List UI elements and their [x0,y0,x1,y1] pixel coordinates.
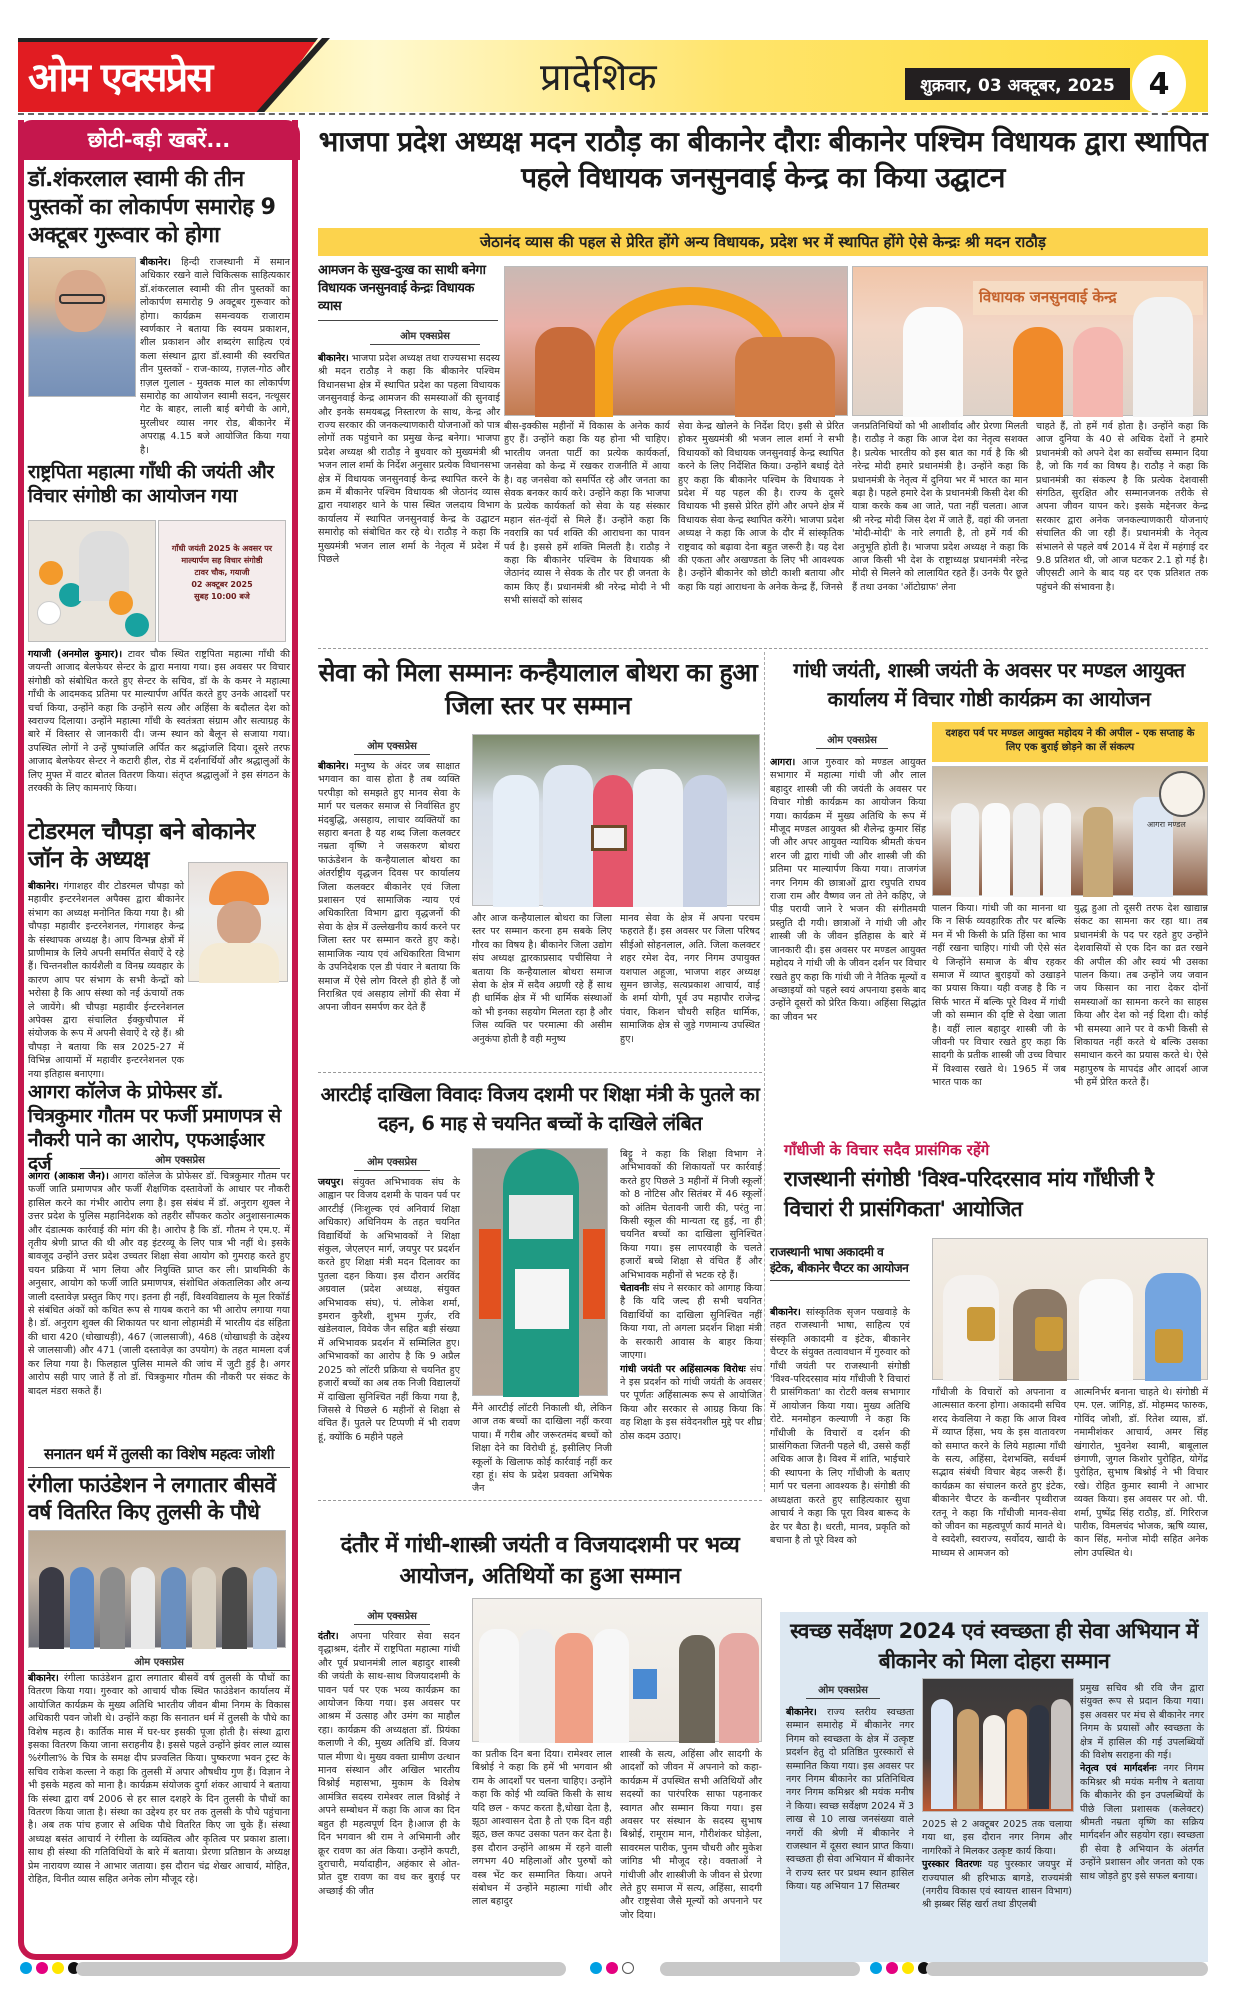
article-text: भाजपा प्रदेश अध्यक्ष तथा राज्यसभा सदस्य श्री मदन राठौड़ ने कहा कि बीकानेर पश्चिम विधानसभा क्षेत्र में स्थापित प्रदेश का पहला विधायक जनसुनवाई केन्द्र आमजन की समस्याओं की सुनवाई और इनके समयबद्ध निस्तारण के साथ, केन्द्र और राज्य सरकार की जनकल्याणकारी योजनाओं को पात्र लोगों तक पहुंचाने का प्रमुख केन्द्र बनेगा। भाजपा प्रदेश अध्यक्ष श्री राठौड़ ने बुधवार को मुख्यमंत्री श्री भजन लाल शर्मा के निर्देश अनुसार प्रत्येक विधानसभा क्षेत्र में विधायक जनसुनवाई केन्द्र स्थापित करने के क्रम में बीकानेर पश्चिम विधायक श्री जेठानंद व्यास द्वारा नयाशहर थाने के पास स्थित जलदाय विभाग कार्यालय में स्थापित जनसुनवाई केन्द्र के उद्घाटन समारोह को संबोधित कर रहे थे। राठौड़ ने कहा कि मुख्यमंत्री भजन लाल शर्मा के नेतृत्व में प्रदेश में पिछले [318,353,500,566]
lead-col-4: जनप्रतिनिधियों को भी आशीर्वाद और प्रेरणा मिलती है। राठौड़ ने कहा कि आज देश का नेतृत्व सशक्त है। प्रत्येक भारतीय को इस बात का गर्व है कि श्री नरेन्द्र मोदी हमारे प्रधानमंत्री है। उन्होंने कहा कि प्रधानमंत्री के नेतृत्व में दुनिया भर में भारत का मान बढ़ा है। पहले हमारे देश के प्रधानमंत्री किसी देश की यात्रा करके कब आ जाते, पता नहीं चलता। आज श्री नरेन्द्र मोदी जिस देश में जाते हैं, वहां की जनता 'मोदी-मोदी' के नारे लगाती है, तो हमें गर्व की अनुभूति होती है। भाजपा प्रदेश अध्यक्ष ने कहा कि आज किसी भी देश के राष्ट्राध्यक्ष प्रधानमंत्री नरेन्द्र मोदी से मिलने को लालायित रहते हैं। उनके पैर छूते हैं तथा उनका 'ऑटोग्राफ' लेना [852,421,1028,593]
photo-gandhi-jayanti-balloons [28,520,156,642]
dantour-headline: दंतौर में गांधी-शास्त्री जयंती व विजयादशमी पर भव्य आयोजन, अतिथियों का हुआ सम्मान [340,1533,740,1589]
article-text: आगरा कॉलेज के प्रोफेसर डॉ. चित्रकुमार गौतम पर फर्जी जाति प्रमाणपत्र और फर्जी शैक्षणिक दस्तावेजों के आधार पर नौकरी हासिल करने का गंभीर आरोप लगा है। इस संबंध में डॉ. अनुराग शुक्ल ने उत्तर प्रदेश के पुलिस महानिदेशक को तहरीर सौंपकर कठोर अनुशासनात्मक और दंडात्मक कार्रवाई की मांग की है। आरोप है कि डॉ. गौतम ने एम.ए. में तृतीय श्रेणी प्राप्त की थी और वह इंटरव्यू के लिए पात्र भी नहीं थे। इसके बावजूद उन्होंने उत्तर प्रदेश उच्चतर शिक्षा सेवा आयोग को गुमराह करते हुए चयन प्रक्रिया में भाग लिया और नियुक्ति प्राप्त कर ली। प्राथमिकी के अनुसार, आयोग को फर्जी जाति प्रमाणपत्र, संशोधित अंकतालिका और अन्य जाली दस्तावेज़ प्रस्तुत किए गए। इतना ही नहीं, विश्वविद्यालय के मूल रिकॉर्ड से संबंधित अंकों को कथित रूप से गायब कराने का भी आरोप लगाया गया है। डॉ. अनुराग शुक्ल की शिकायत पर थाना लोहामंडी में भारतीय दंड संहिता की धारा 420 (धोखाधड़ी), 467 (जालसाजी), 468 (धोखाधड़ी के उद्देश्य से जालसाजी) और 471 (जाली दस्तावेज़ का उपयोग) के तहत मामला दर्ज कर लिया गया है। फिलहाल पुलिस मामले की जांच में जुटी हुई है। अगर आरोप सही पाए जाते हैं तो डॉ. चित्रकुमार गौतम की नौकरी पर संकट के बादल मंडरा सकते हैं। [28,1171,291,1397]
subhead-award-distribution: पुरस्कार वितरणः [922,1859,982,1871]
byline: ओम एक्सप्रेस [354,1608,430,1625]
dateline: आगरा। [770,757,796,768]
page-number: 4 [1132,55,1186,113]
cyan-dot [590,1962,602,1974]
section-divider [318,1072,762,1073]
agra-callout: दशहरा पर्व पर मण्डल आयुक्त महोदय ने की अपील - एक सप्ताह के लिए एक बुराई छोड़ने का लें संकल्प [932,722,1208,762]
rte-headline: आरटीई दाखिला विवादः विजय दशमी पर शिक्षा मंत्री के पुतले का दहन, 6 माह से चयनित बच्चों के दाखिले लंबित [320,1083,760,1135]
magenta-dot [606,1962,618,1974]
article-text: मनुष्य के अंदर जब साक्षात भगवान का वास होता है तब व्यक्ति परपीड़ा को समझते हुए मानव सेवा के मार्ग पर चलकर समाज से निर्वासित हुए मंदबुद्धि, असहाय, लाचार व्यक्तियों का सहारा बनता है यह शब्द जिला कलक्टर नम्रता वृष्णि ने जसकरण बोथरा फाऊंडेशन के कन्हैयालाल बोथरा का अंतर्राष्ट्रीय वृद्धजन दिवस पर कार्यालय जिला कलक्टर बीकानेर एवं जिला प्रशासन एवं सामाजिक न्याय एवं अधिकारिता विभाग द्वारा वृद्धजनों की सेवा के क्षेत्र में उल्लेखनीय कार्य करने पर जिला स्तर पर सम्मान करते हुए कहे। सामाजिक न्याय एवं अधिकारिता विभाग के उपनिदेशक एल डी पंवार ने बताया कि समाज में ऐसे लोग विरले ही होते हैं जो निराश्रित एवं असहाय लोगों की सेवा में अपना जीवन समर्पण कर देते हैं [318,761,460,1014]
section-title: प्रादेशिक [540,55,657,99]
lead-col-2: बीस-इक्कीस महीनों में विकास के अनेक कार्य हुए हैं। उन्होंने कहा कि यह होना भी चाहिए। भारतीय जनता पार्टी का प्रत्येक कार्यकर्ता, जनसेवा को केन्द्र में रखकर राजनीति में आया है। वह जनसेवा को समर्पित रहे और जनता का सेवक बनकर कार्य करे। उन्होंने कहा कि भाजपा के प्रत्येक कार्यकर्ता को सेवा के यह संस्कार महान संत-वृंदों से मिले हैं। उन्होंने कहा कि नवरात्रि का पर्व शक्ति की आराधना का पावन पर्व है। इससे हमें शक्ति मिलती है। राठौड़ ने कहा कि बीकानेर पश्चिम के विधायक श्री जेठानंद व्यास ने सेवक के तौर पर ही जनता के काम किए हैं। प्रधानमंत्री श्री नरेन्द्र मोदी ने भी सभी सांसदों को सांसद [504,421,670,607]
cyan-dot [20,1962,32,1974]
article-text: संघ ने सरकार को आगाह किया है कि यदि जल्द ही सभी चयनित विद्यार्थियों का दाखिला सुनिश्चित नहीं किया गया, तो अगला प्रदर्शन शिक्षा मंत्री के सरकारी आवास के बाहर किया जाएगा। [620,1283,762,1362]
article-text: नगर निगम कमिश्नर श्री मयंक मनीष ने बताया कि बीकानेर की इन उपलब्धियों के पीछे जिला प्रशासक (कलेक्टर) श्रीमती नम्रता वृष्णि का सक्रिय मार्गदर्शन और सहयोग रहा। स्वच्छता ही सेवा है अभियान के अंतर्गत उन्होंने प्रशासन और जनता को एक साथ जोड़ते हुए इसे सफल बनाया। [1080,1763,1204,1882]
lead-side-headline: आमजन के सुख-दुःख का साथी बनेगा विधायक जनसुनवाई केन्द्रः विधायक व्यास [318,263,486,314]
lead-col-1 [318,352,500,642]
photo-lamp-lighting [852,266,1208,416]
article-text: गंगाशहर वीर टोडरमल चौपड़ा को महावीर इन्टरनेशनल अपैक्स द्वारा बीकानेर संभाग का अध्यक्ष मनोनित किया गया है। श्री चौपड़ा महावीर इन्टरनेशनल, गंगाशहर केन्द्र के संस्थापक अध्यक्ष है। आप विन्भन्न क्षेत्रों में प्राणीमात्र के लिये अपनी समर्पित सेवाऐं दे रहे हैं। चिन्तनशील कार्यशैली व विनम्र व्यवहार के कारण आप पर संभाग के सभी केन्द्रों को भरोसा है कि आप संस्था को नई ऊंचायों तक ले जायेंगे। श्री चौपड़ा महावीर ईन्टरनेशनल अपेक्स द्वारा संचालित ईक्कुचौपाल में संयोजक के रूप में अपनी सेवाऐं दे रहे हैं। श्री चौपड़ा ने बताया कि सत्र 2025-27 में विभिन्न आयामों में महावीर इन्टरनेशनल एक नया इतिहास बनाएगा। [28,881,184,1080]
photo-tulsi-distribution [28,1530,286,1648]
magenta-dot [36,1962,48,1974]
agra-col-2: पालन किया। गांधी जी का मानना था कि न सिर्फ व्यवहारिक तौर पर बल्कि मन में भी किसी के प्रति हिंसा का भाव नहीं रखना चाहिए। गांधी जी ऐसे संत थे जिन्होंने समाज के बीच रहकर समाज में व्याप्त बुराइयों को उखाड़ने का प्रयास किया। यही वजह है कि न सिर्फ भारत में बल्कि पूरे विश्व में गांधी जी को सम्मान की दृष्टि से देखा जाता है। वहीं लाल बहादुर शास्त्री जी के जीवनी पर विचार रखते हुए कहा कि सादगी के प्रतीक शास्त्री जी उच्च विचार में विश्वास रखते थे। 1965 में जब भारत पाक का [932,903,1066,1089]
issue-date: शुक्रवार, 03 अक्टूबर, 2025 [905,68,1130,100]
sidebar-title: छोटी-बड़ी खबरें... [18,120,300,160]
photo-shankarlal-swami [28,257,136,397]
lead-col-3: सेवा केन्द्र खोलने के निर्देश दिए। इसी से प्रेरित होकर मुख्यमंत्री श्री भजन लाल शर्मा ने सभी विधायकों को विधायक जनसुनवाई केन्द्र स्थापित करने के लिए निर्देशित किया। उन्होंने बधाई देते हुए कहा कि बीकानेर पश्चिम के विधायक ने प्रदेश में यह पहल की है। राज्य के दूसरे विधायक भी इससे प्रेरित होंगे और अपने क्षेत्र में विधायक सेवा केन्द्र स्थापित करेंगे। भाजपा प्रदेश अध्यक्ष ने कहा कि आज के दौर में सांस्कृतिक राष्ट्रवाद को बढ़ावा देना बहुत जरूरी है। यह देश की एकता और अखण्डता के लिए भी आवश्यक है। उन्होंने बीकानेर को छोटी काशी बताया और कहा कि यहां आराधना के अनेक केन्द्र हैं, जिनसे [678,421,844,593]
yellow-dot [52,1962,64,1974]
sidebar-story-2-body [28,648,290,812]
rte-col-2: मैंने आरटीई लॉटरी निकाली थी, लेकिन आज तक बच्चों का दाखिला नहीं करवा पाया। मैं गरीब और जरूरतमंद बच्चों को शिक्षा देने का विरोधी हूं, इसीलिए निजी स्कूलों के खिलाफ कोई कार्रवाई नहीं कर रहा हूं। संघ के प्रदेश प्रवक्ता अभिषेक जैन [472,1403,612,1495]
rajasthani-col-1 [770,1306,910,1546]
agra-gandhi-headline: गांधी जयंती, शास्त्री जयंती के अवसर पर मण्डल आयुक्त कार्यालय में विचार गोष्ठी कार्यक्रम का आयोजन [793,658,1185,711]
article-text: रंगीला फाउंडेशन द्वारा लगातार बीसवें वर्ष तुलसी के पौधों का वितरण किया गया। गुरुवार को आचार्य चौक स्थित फाउंडेशन कार्यालय में आयोजित कार्यक्रम के मुख्य अतिथि भारतीय जीवन बीमा निगम के विकास अधिकारी पवन जोशी थे। उन्होंने कहा कि सनातन धर्म में तुलसी के पौधे का विशेष महत्व है। कार्तिक मास में घर-घर इसकी पूजा होती है। संस्था द्वारा इसका वितरण किया जाना सराहनीय है। इससे पहले उन्होंने झंवर लाल व्यास %रंगीला% के चित्र के समक्ष दीप प्रज्वलित किया। पुष्करणा भवन ट्रस्ट के सचिव राकेश कल्ला ने कहा कि तुलसी में अपार औषधीय गुण हैं। विज्ञान ने भी इसके महत्व को माना है। कार्यक्रम संयोजक दुर्गा शंकर आचार्य ने बताया कि संस्था द्वारा वर्ष 2006 से हर साल दशहरे के दिन तुलसी के पौधों का वितरण किया जाता है। संस्था का उद्देश्य हर घर तक तुलसी के पौधे पहुंचाना है। अब तक पांच हजार से अधिक पौधे वितरित किए जा चुके हैं। संस्था अध्यक्ष बसंत आचार्य ने रंगीला के व्यक्तित्व और कृतित्व पर प्रकाश डाला। साथ ही संस्था की गतिविधियों के बारे में बताया। प्रेरणा प्रतिष्ठान के अध्यक्ष प्रेम नारायण व्यास ने आभार जताया। इस दौरान चंद्र शेखर आचार्य, मोहित, रोहित, विनीत व्यास सहित अनेक लोग मौजूद रहे। [28,1673,290,1886]
article-text: 2025 से 2 अक्टूबर 2025 तक चलाया गया था, इस दौरान नगर निगम और नागरिकों ने मिलकर उत्कृष्ट कार्य किया। [922,1819,1072,1857]
byline: ओम एक्सप्रेस [370,328,480,345]
agra-col-1 [770,756,926,1092]
article-text: अपना परिवार सेवा सदन वृद्धाश्रम, दंतौर में राष्ट्रपिता महात्मा गांधी और पूर्व प्रधानमंत्री लाल बहादुर शास्त्री की जयंती के साथ-साथ विजयादशमी के पावन पर्व पर एक भव्य कार्यक्रम का आयोजन किया गया। इस अवसर पर आश्रम में उत्साह और उमंग का माहौल रहा। कार्यक्रम की अध्यक्षता डॉ. प्रियंका कलाणी ने की, मुख्य अतिथि डॉ. विजय पाल मीणा थे। मुख्य वक्ता ग्रामीण उत्थान मानव संस्थान और अखिल भारतीय विश्नोई महासभा, मुकाम के विशेष आमंत्रित सदस्य रामेश्वर लाल विश्नोई ने अपने सम्बोधन में कहा कि आज का दिन बहुत ही महत्वपूर्ण दिन है।आज ही के दिन भगवान श्री राम ने अभिमानी और क्रूर रावण का अंत किया। उन्होंने कपटी, दुराचारी, मर्यादाहीन, अहंकार से ओत-प्रोत दुष्ट रावण का वध कर बुराई पर अच्छाई की जीत [318,1631,460,1897]
bothra-headline: सेवा को मिला सम्मानः कन्हैयालाल बोथरा का हुआ जिला स्तर पर सम्मान [318,658,758,720]
byline: ओम एक्सप्रेस [80,1152,280,1169]
dateline: आगरा (आकाश जैन)। [28,1171,109,1182]
subhead-warning: चेतावनीः [620,1283,650,1295]
swachh-col-3 [1080,1682,1204,1956]
article-text: हिन्दी राजस्थानी में समान अधिकार रखने वाले चिकित्सक साहित्यकार डॉ.शंकरलाल स्वामी की तीन पुस्तकों का लोकार्पण समारोह 9 अक्टूबर गुरूवार को होगा। कार्यक्रम समन्वयक राजाराम स्वर्णकार ने बताया कि स्वयम प्रकाशन, शील प्रकाशन और शब्दरंग साहित्य एवं कला संस्थान द्वारा डॉ.स्वामी की स्वरचित तीन पुस्तकों - राज-काव्य, ग़ज़ल-गोठ और ग़ज़ल गुलाल - मुक्तक माल का लोकार्पण समारोह का आयोजन स्वामी सदन, नत्थूसर गेट के बाहर, लाली बाई बगेची के आगे, मुरलीधर व्यास नगर रोड, बीकानेर में अपराह्न 4.15 बजे आयोजित किया गया है। [140,257,290,456]
column-divider [764,652,765,1492]
registration-bar [76,1962,566,1976]
registration-bar [660,1962,860,1976]
dateline: दंतौर। [318,1631,339,1642]
byline: ओम एक्सप्रेस [28,1654,290,1671]
photo-sign-text: आगरा मण्डल [1147,820,1186,829]
photo-swachh-award [922,1678,1074,1812]
dateline: बीकानेर। [770,1307,801,1318]
sidebar-story-4-headline: आगरा कॉलेज के प्रोफेसर डॉ. चित्रकुमार गौतम पर फर्जी प्रमाणपत्र से नौकरी पाने का आरोप, एफआईआर दर्ज [28,1081,281,1175]
dateline: गयाजी (अनमोल कुमार)। [28,649,123,660]
registration-bar [926,1962,1208,1976]
rte-col-1 [318,1176,460,1492]
swachh-col-2 [922,1818,1072,1956]
yellow-dot [902,1962,914,1974]
byline: ओम एक्सप्रेस [816,732,888,749]
magenta-dot [886,1962,898,1974]
sidebar-story-1-headline: डॉ.शंकरलाल स्वामी की तीन पुस्तकों का लोकार्पण समारोह 9 अक्टूबर गुरूवार को होगा [28,167,276,248]
rule [318,320,498,321]
photo-effigy [472,1148,608,1396]
banner-text: विधायक जनसुनवाई केन्द्र [973,281,1203,315]
bothra-col-3: मानव सेवा के क्षेत्र में अपना परचम फहराते हैं। इस अवसर पर जिला परिषद सीईओ सोहनलाल, अति. जिला कलक्टर शहर रमेश देव, नगर निगम उपायुक्त यशपाल अहूजा, भाजपा शहर अध्यक्ष सुमन छाजेड़, सत्यप्रकाश आचार्य, वाई के शर्मा योगी, पूर्व उप महापौर राजेन्द्र पंवार, किशन चौधरी सहित धार्मिक, सामाजिक क्षेत्र से जुड़े गणमान्य उपस्थित हुए। [620,913,760,1045]
rajasthani-col-3: आत्मनिर्भर बनाना चाहते थे। संगोष्ठी में एम. एल. जांगिड़, डॉ. मोहम्मद फारुक, गोविंद जोशी, डॉ. रितेश व्यास, डॉ. नमामीशंकर आचार्य, अमर सिंह खंगारोत, भुवनेश स्वामी, बाबूलाल छंगाणी, जुगल किशोर पुरोहित, योगेंद्र पुरोहित, सुभाष बिश्नोई ने भी विचार रखे। रोहित कुमार स्वामी ने आभार व्यक्त किया। इस अवसर पर ओ. पी. शर्मा, पुष्पेंद्र सिंह राठौड़, डॉ. गिरिराज पारीक, विमलचंद भोजक, ऋषि व्यास, कान सिंह, मनोज मोदी सहित अनेक लोग उपस्थित थे। [1074,1387,1208,1559]
dateline: बीकानेर। [28,1673,59,1684]
photo-gandhi-jayanti-poster [158,520,286,642]
photo-commissioner-students [932,766,1208,896]
article-text: बिट्टू ने कहा कि शिक्षा विभाग ने अभिभावकों की शिकायतों पर कार्रवाई करते हुए पिछले 3 महीनों में निजी स्कूलों को 8 नोटिस और सितंबर में 46 स्कूलों को अंतिम चेतावनी जारी की, परंतु ना किसी स्कूल की मान्यता रद्द हुई, ना ही चयनित बच्चों का दाखिला सुनिश्चित किया गया। इस लापरवाही के चलते हजारों बच्चे शिक्षा से वंचित हैं और अभिभावक महीनों से भटक रहे हैं। [620,1149,762,1281]
newspaper-logo: ओम एक्सप्रेस [28,55,212,101]
article-text: आज गुरुवार को मण्डल आयुक्त सभागार में महात्मा गांधी जी और लाल बहादुर शास्त्री जी की जयंती के अवसर पर विचार गोष्ठी कार्यक्रम का आयोजन किया गया। कार्यक्रम में मुख्य अतिथि के रूप में मौजूद मण्डल आयुक्त श्री शैलेन्द्र कुमार सिंह जी और अपर आयुक्त न्यायिक श्रीमती कंचन शरन जी द्वारा गांधी जी और शास्त्री जी की प्रतिमा पर माल्यार्पण किया गया। ताजगंज नगर निगम की छात्राओं द्वारा रघुपति राघव राजा राम और वैष्णव जन तो तेने कहिए, जे पीड़ परायी जाने रे भजन की संगीतमयी प्रस्तुति दी गयी। छात्राओं ने गांधी जी और शास्त्री जी के जीवन इतिहास के बारे में जानकारी दी। इस अवसर पर मण्डल आयुक्त महोदय ने गांधी जी के जीवन दर्शन पर विचार रखते हुए कहा कि गांधी जी ने नैतिक मूल्यों व अच्छाइयों को पहले स्वयं अपनाया इसके बाद उन्होंने दूसरों को प्रेरित किया। अहिंसा सिद्धांत का जीवन भर [770,757,926,1023]
lead-subhead: जेठानंद व्यास की पहल से प्रेरित होंगे अन्य विधायक, प्रदेश भर में स्थापित होंगे ऐसे केन्द्रः श्री मदन राठौड़ [318,228,1208,256]
dantour-col-2: का प्रतीक दिन बना दिया। रामेश्वर लाल बिश्नोई ने कहा कि हमें भी भगवान श्री राम के आदर्शों पर चलना चाहिए। उन्होंने कहा कि कोई भी व्यक्ति किसी के साथ यदि छल - कपट करता है,धोखा देता है, झूठा आश्वासन देता है तो एक दिन वही झूठ, छल कपट उसका पतन कर देता है। इस दौरान उन्होंने आश्रम में रहने वाली लगभग 40 महिलाओं और पुरुषों को वस्त्र भेंट कर सम्मानित किया। अपने संबोधन में उन्होंने महात्मा गांधी और लाल बहादुर [472,1749,612,1908]
dateline: बीकानेर। [318,353,349,364]
section-divider [318,648,1208,649]
photo-sangoshthi-awards [932,1238,1208,1380]
rajasthani-col-2: गाँधीजी के विचारों को अपनाना व आत्मसात करना होगा। अकादमी सचिव शरद केवलिया ने कहा कि आज विश्व में व्याप्त हिंसा, भय के इस वातावरण को समाप्त करने के लिये महात्मा गाँधी के सत्य, अहिंसा, देशभक्ति, सर्वधर्म सद्भाव संबंधी विचार बेहद जरूरी हैं। कार्यक्रम का संचालन करते हुए इंटेक, बीकानेर चैप्टर के कन्वीनर पृथ्वीराज रतनू ने कहा कि गाँधीजी मानव-सेवा को जीवन का महत्वपूर्ण कार्य मानते थे। वे स्वदेशी, स्वराज्य, सर्वोदय, खादी के माध्यम से आमजन को [932,1387,1066,1559]
color-registration-marks [590,1962,634,1974]
sidebar-story-2-headline: राष्ट्रपिता महात्मा गाँधी की जयंती और विचार संगोष्ठी का आयोजन गया [28,461,274,507]
crosshair-icon [622,1962,634,1974]
sidebar-story-3-body-top [28,880,184,1080]
section-divider [318,1500,762,1501]
rajasthani-kicker: गाँधीजी के विचार सदैव प्रासंगिक रहेंगे [784,1141,990,1159]
article-text: यह पुरस्कार जयपुर में राज्यपाल श्री हरिभाऊ बागडे, राज्यमंत्री (नगरीय विकास एवं स्वायत्त शासन विभाग) श्री झब्बर सिंह खर्रा तथा डीएलबी [922,1859,1072,1911]
rajasthani-subhead: राजस्थानी भाषा अकादमी व इंटेक, बीकानेर चैप्टर का आयोजन [770,1244,910,1281]
agra-col-3: युद्ध हुआ तो दूसरी तरफ देश खाद्यान्न संकट का सामना कर रहा था। तब प्रधानमंत्री के पद पर रहते हुए उन्होंने देशवासियों से एक दिन का व्रत रखने की अपील की और स्वयं भी उसका पालन किया। तब उन्होंने जय जवान जय किसान का नारा देकर दोनों समस्याओं का सामना करने का साहस किया और देश को नई दिशा दी। कोई भी समस्या आने पर वे कभी किसी से शिकायत नहीं करते थे बल्कि उसका समाधान करने का प्रयास करते थे। ऐसे महापुरुष के मापदंड और आदर्श आज भी हमें प्रेरित करते हैं। [1074,903,1208,1089]
article-text: टावर चौक स्थित राष्ट्रपिता महात्मा गाँधी की जयन्ती आजाद बेलफेयर सेन्टर के द्वारा मनाया गया। इस अवसर पर विचार संगोष्ठी को संबोधित करते हुए सेन्टर के सचिव, डॉ के के कमर ने महात्मा गाँधी के आदमकद प्रतिमा पर माल्यार्पण अर्पित करते हुए उनके आदर्शों पर चर्चा किया, उन्होंने कहा कि उन्होंने सत्य और अहिंसा के बदौलत देश को स्वराज्य दिलाया। उन्होंने महात्मा गाँधी के स्वतंत्रता संग्राम और सत्याग्रह के बारे में विस्तार से जानकारी दी। जन्म स्थान को बैलून से सजाया गया। उपस्थित लोगों ने उन्हें पुष्पांजलि अर्पित कर श्रद्धांजलि दिया। दूसरे तरफ आजाद बेलफेयर सेन्टर ने कटारी हील, रोड में दर्शनार्थियों और श्रद्धालुओं के लिए मुफ्त में वाटर बोतल वितरण किया। संतृप्त श्रद्धालुओं ने इस संगठन के तरक्की के लिए कामनाएं किया। [28,649,290,795]
swachh-col-1 [786,1706,914,1956]
dateline: बीकानेर। [140,257,171,268]
article-text: संयुक्त अभिभावक संघ के आह्वान पर विजय दशमी के पावन पर्व पर आरटीई (निःशुल्क एवं अनिवार्य शिक्षा अधिकार) अधिनियम के तहत चयनित विद्यार्थियों के अभिभावकों ने शिक्षा संकुल, जेएलएन मार्ग, जयपुर पर प्रदर्शन करते हुए शिक्षा मंत्री मदन दिलावर का पुतला दहन किया। इस दौरान अरविंद अग्रवाल (प्रदेश अध्यक्ष, संयुक्त अभिभावक संघ), पं. लोकेश शर्मा, इमरान कुरैशी, शुभम गुर्जर, रवि खंडेलवाल, विवेक जैन सहित बड़ी संख्या में अभिभावक प्रदर्शन में सम्मिलित हुए। अभिभावकों का आरोप है कि 9 अप्रैल 2025 को लॉटरी प्रक्रिया से चयनित हुए हजारों बच्चों का अब तक निजी विद्यालयों में दाखिला सुनिश्चित नहीं किया गया है, जिससे वे पिछले 6 महीनों से शिक्षा से वंचित हैं। पुतले पर टिप्पणी में भी रावण हूं, क्योंकि 6 महीने पहले [318,1177,460,1443]
bothra-col-1 [318,760,460,1066]
photo-dantour-event [472,1598,762,1742]
bothra-col-2: और आज कन्हैयालाल बोथरा का जिला स्तर पर सम्मान करना हम सबके लिए गौरव का विषय है। बीकानेर जिला उद्योग संघ अध्यक्ष द्वारकाप्रसाद पचीसिया ने बताया कि कन्हैयालाल बोथरा समाज सेवा के क्षेत्र में सदैव अग्रणी रहे हैं साथ ही धार्मिक क्षेत्र में भी धार्मिक संस्थाओं को भी इनका सहयोग मिलता रहा है और जिस व्यक्ति पर परमात्मा की असीम अनुकंपा होती है वही मनुष्य [472,913,612,1045]
dateline: जयपुर। [318,1177,344,1188]
article-text: संघ ने इस प्रदर्शन को गांधी जयंती के अवसर पर पूर्णतः अहिंसात्मक रूप से आयोजित किया और सरकार से आग्रह किया कि वह शिक्षा के इस संवेदनशील मुद्दे पर शीघ्र ठोस कदम उठाए। [620,1363,762,1442]
rajasthani-headline: राजस्थानी संगोष्ठी 'विश्व-परिदरसाव मांय गाँधीजी रै विचारां री प्रासंगिकता' आयोजित [784,1167,1154,1221]
photo-bothra-honour [472,734,760,906]
article-text: राज्य स्तरीय स्वच्छता सम्मान समारोह में बीकानेर नगर निगम को स्वच्छता के क्षेत्र में उत्कृष्ट प्रदर्शन हेतु दो प्रतिष्ठित पुरस्कारों से सम्मानित किया गया। इस अवसर पर नगर निगम बीकानेर का प्रतिनिधित्व नगर निगम कमिश्नर श्री मयंक मनीष ने किया। स्वच्छ सर्वेक्षण 2024 में 3 लाख से 10 लाख जनसंख्या वाले नगरों की श्रेणी में बीकानेर ने राजस्थान में दूसरा स्थान प्राप्त किया। स्वच्छता ही सेवा अभियान में बीकानेर ने राज्य स्तर पर प्रथम स्थान हासिल किया। यह अभियान 17 सितम्बर [786,1707,914,1893]
sidebar-story-4-body [28,1170,290,1440]
sidebar-story-5-body [28,1672,290,1942]
photo-todarmal-chopra [188,862,288,982]
byline: ओम एक्सप्रेस [806,1682,880,1699]
poster-text: गाँधी जयंती 2025 के अवसर पर माल्यार्पण सह विचार संगोष्ठी टावर चौक, गयाजी 02 अक्टूबर 2025 सुबह 10:00 बजे [171,544,273,601]
color-registration-marks [20,1962,80,1974]
swachh-headline: स्वच्छ सर्वेक्षण 2024 एवं स्वच्छता ही सेवा अभियान में बीकानेर को मिला दोहरा सम्मान [790,1619,1198,1673]
header-divider [18,113,1208,115]
color-registration-marks [870,1962,930,1974]
rte-col-3 [620,1148,762,1492]
article-text: सांस्कृतिक सृजन पखवाड़े के तहत राजस्थानी भाषा, साहित्य एवं संस्कृति अकादमी व इंटेक, बीकानेर चैप्टर के संयुक्त तत्वावधान में गुरुवार को गाँधी जयंती पर राजस्थानी संगोष्ठी 'विश्व-परिदरसाव मांय गाँधीजी रै विचारां री प्रासंगिकता' का रोटरी क्लब सभागार में आयोजन किया गया। मुख्य अतिथि रोटे. मनमोहन कल्याणी ने कहा कि गाँधीजी के विचारों व दर्शन की प्रासंगिकता जितनी पहले थी, उससे कहीं अधिक आज है। विश्व में शांति, भाईचारे की स्थापना के लिए गाँधीजी के बताए मार्ग पर चलना आवश्यक है। संगोष्ठी की अध्यक्षता करते हुए साहित्यकार सुधा आचार्य ने कहा कि पूरा विश्व बारूद के ढेर पर बैठा है। धरती, मानव, प्रकृति को बचाना है तो पूरे विश्व को [770,1307,910,1546]
article-text: प्रमुख सचिव श्री रवि जैन द्वारा संयुक्त रूप से प्रदान किया गया। इस अवसर पर मंच से बीकानेर नगर निगम के प्रयासों और स्वच्छता के क्षेत्र में हासिल की गई उपलब्धियों की विशेष सराहना की गई। [1080,1683,1204,1762]
sidebar-story-5-kicker: सनातन धर्म में तुलसी का विशेष महत्वः जोशी [28,1444,290,1468]
cyan-dot [870,1962,882,1974]
byline: ओम एक्सप्रेस [354,738,430,755]
dateline: बीकानेर। [786,1707,817,1718]
byline: ओम एक्सप्रेस [354,1154,430,1171]
sidebar-story-5-headline: रंगीला फाउंडेशन ने लगातार बीसवें वर्ष वितरित किए तुलसी के पौधे [28,1473,276,1524]
subhead-leadership: नेतृत्व एवं मार्गदर्शनः [1080,1763,1157,1775]
dantour-col-3: शास्त्री के सत्य, अहिंसा और सादगी के आदर्शों को जीवन में अपनाने को कहा- कार्यक्रम में उपस्थित सभी अतिथियों और सदस्यों का पारंपरिक साफा पहनाकर स्वागत और सम्मान किया गया। इस अवसर पर संस्थान के सदस्य सुभाष बिश्नोई, रामूराम मान, गौरीशंकर घोड़ेला, सावरमल पारीक, पुनम चौधरी और मुकेश जांगिड भी मौजूद रहे। वक्ताओं ने गांधीजी और शास्त्रीजी के जीवन से प्रेरणा लेते हुए समाज में सत्य, अहिंसा, सादगी और राष्ट्रसेवा जैसे मूल्यों को अपनाने पर जोर दिया। [620,1749,762,1921]
photo-rathore-garlanding [504,266,848,416]
sidebar-story-1-body-top [140,256,290,456]
dateline: बीकानेर। [28,881,59,892]
sidebar-story-3-headline: टोडरमल चौपड़ा बने बोकानेर जॉन के अध्यक्ष [28,819,255,873]
dantour-col-1 [318,1630,460,1956]
subhead-nonviolent-protest: गांधी जयंती पर अहिंसात्मक विरोधः [620,1363,746,1375]
lead-col-5: चाहते हैं, तो हमें गर्व होता है। उन्होंने कहा कि आज दुनिया के 40 से अधिक देशों ने हमारे प्रधानमंत्री को अपने देश का सर्वोच्च सम्मान दिया है, जो कि गर्व का विषय है। राठौड़ ने कहा कि प्रधानमंत्री का संकल्प है कि प्रत्येक देशवासी संगठित, सुरक्षित और सम्मानजनक तरीके से अपना जीवन यापन करे। इसके मद्देनजर केन्द्र सरकार द्वारा अनेक जनकल्याणकारी योजनाएं संचालित की जा रही हैं। प्रधानमंत्री के नेतृत्व संभालने से पहले वर्ष 2014 में देश में महंगाई दर 9.8 प्रतिशत थी, जो आज घटकर 2.1 हो गई है। जीएसटी आने के बाद यह दर एक प्रतिशत तक पहुंचने की संभावना है। [1036,421,1208,593]
dateline: बीकानेर। [318,761,349,772]
lead-headline: भाजपा प्रदेश अध्यक्ष मदन राठौड़ का बीकानेर दौराः बीकानेर पश्चिम विधायक द्वारा स्थापित पहले विधायक जनसुनवाई केन्द्र का किया उद्घाटन [318,125,1208,194]
